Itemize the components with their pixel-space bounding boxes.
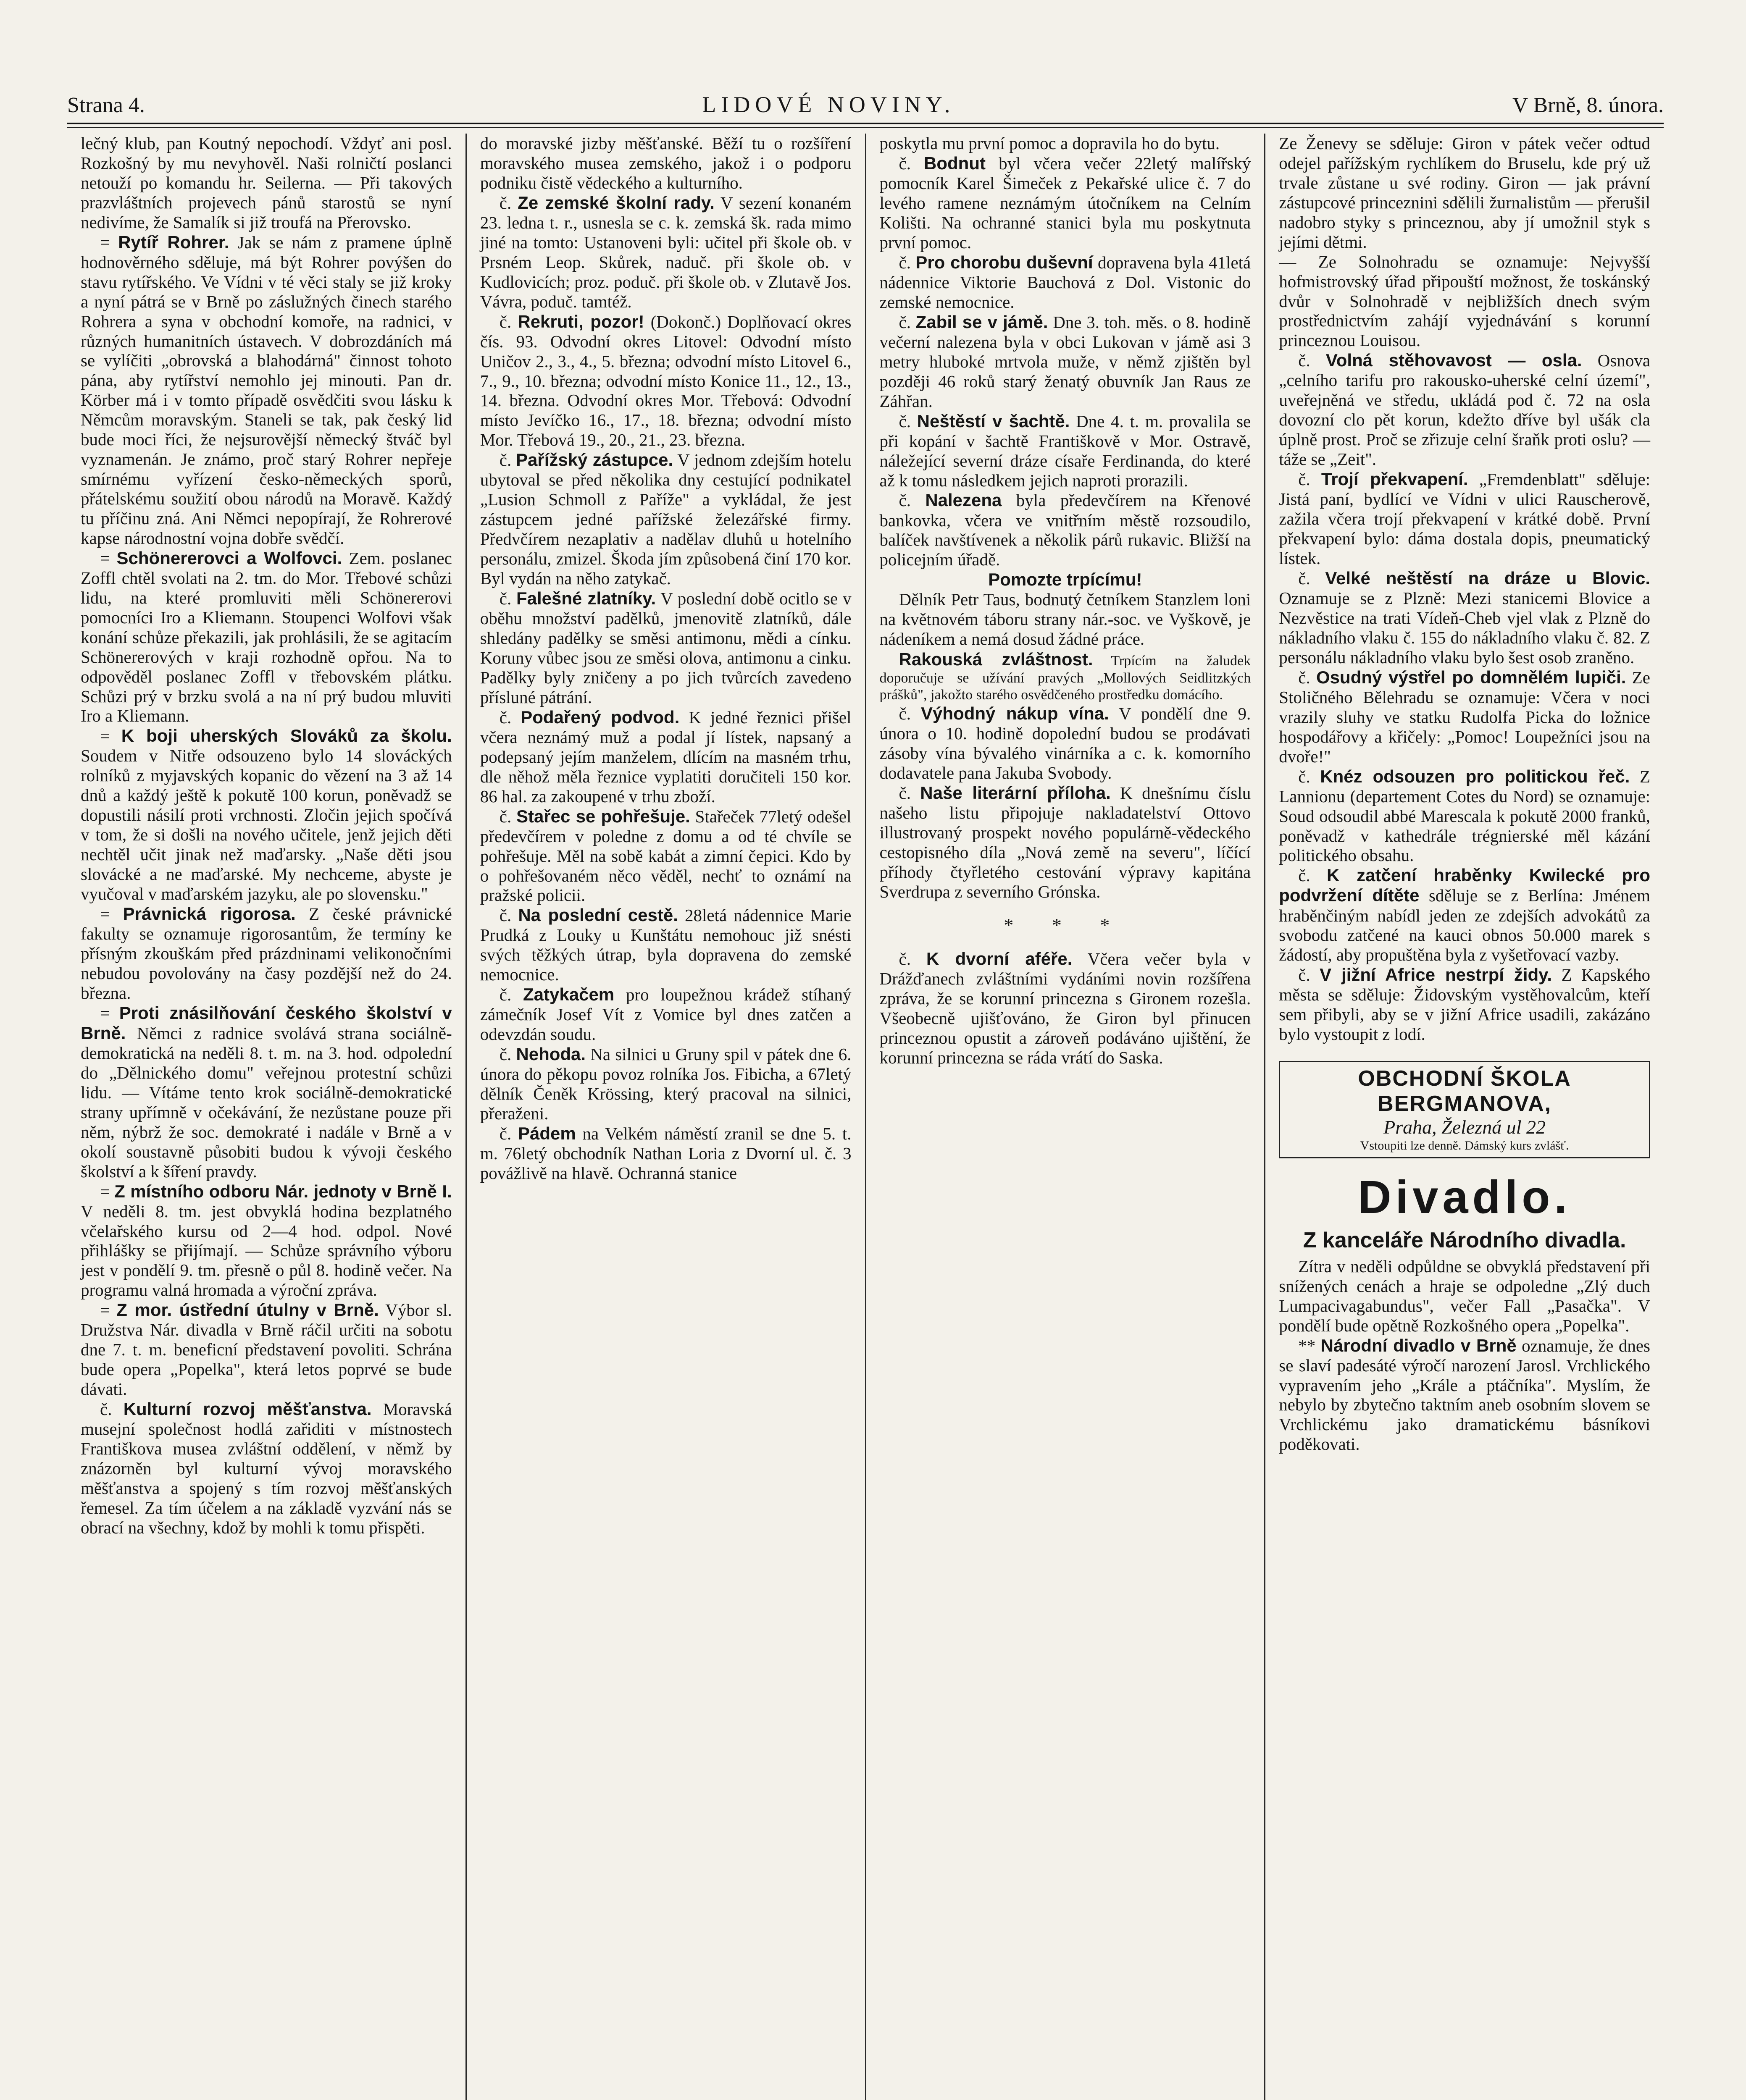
article-text: Oznamuje se z Plzně: Mezi stanicemi Blovice a Nezvěstice na trati Vídeň-Cheb vjel vlak z Plzně do nákladního vlaku č. 155 do nákladního vlaku č. 82. Z personálu nákladního vlaku bylo šest osob zraněno. xyxy=(1279,588,1650,667)
article-heading: Rytíř Rohrer. xyxy=(118,232,229,252)
article-text: oznamuje, že dnes se slaví padesáté výročí narození Jarosl. Vrchlického vypravením jeho „Krále a ptáčníka". Myslím, že nebylo by zbytečno taktním aneb osobním slovem se Vrchlickému jako dramatickému básníkovi poděkovati. xyxy=(1279,1336,1651,1454)
article: = Proti znásilňování českého školství v Brně. Němci z radnice svolává strana sociálně-demokratická na neděli 8. t. m. na 3. hod. odpolední do „Dělnického domu" veřejnou protestní schůzi lidu. — Vítáme tento krok sociálně-demokratické strany upřímně v očekávání, že nezůstane pouze při něm, nýbrž že soc. demokraté i nadále v Brně a v okolí soustavně působiti budou k vývoji českého školství a k šíření pravdy. xyxy=(81,1003,452,1181)
article-heading: Zabil se v jámě. xyxy=(915,312,1048,332)
article: = Rytíř Rohrer. Jak se nám z pramene úplně hodnověrného sděluje, má být Rohrer povýšen do stavu rytířského. Ve Vídni v té věci staly se již kroky a nyní pátrá se v Brně po záslužných činech starého Rohrera a syna v obchodní komoře, na radnici, v různých humanitních ústavech. V dobrozdáních má se vylíčiti „obrovská a blahodárná" činnost tohoto pána, aby rytířství nemohlo jej minouti. Pan dr. Körber má i v tomto případě osvědčiti svou lásku k Němcům moravským. Staneli se tak, pak český lid bude moci říci, že nejsurovější německý štváč byl vyznamenán. Je známo, proč starý Rohrer nepřeje smírnému vyřízení česko-německých sporů, přátelskému soužití obou národů na Moravě. Každý tu příčinu zná. Ani Němci nepopírají, že Rohrerové kapse národnostní vojna dobře svědčí. xyxy=(81,232,452,548)
masthead-rule-thin xyxy=(67,127,1664,128)
article-text: na Velkém náměstí zranil se dne 5. t. m. 76letý obchodník Nathan Loria z Dvorní ul. č. 3 povážlivě na hlavě. Ochranná stanice xyxy=(480,1124,852,1183)
article: č. Rekruti, pozor! (Dokonč.) Doplňovací okres čís. 93. Odvodní okres Litovel: Odvodní místo Uničov 2., 3., 4., 5. března; odvodní místo Litovel 6., 7., 9., 10. března; odvodní místo Konice 11., 12., 13., 14. března. Odvodní okres Mor. Třebová: Odvodní místo Jevíčko 16., 17., 18. března; odvodní místo Mor. Třebová 19., 20., 21., 23. března. xyxy=(480,311,852,450)
article: č. Naše literární příloha. K dnešnímu číslu našeho listu připojuje nakladatelství Ottovo illustrovaný prospekt nového populárně-vědeckého cestopisného díla „Nová země na severu", líčící příhody čtyřletého cestování výpravy kapitána Sverdrupa z severního Grónska. xyxy=(879,782,1251,901)
article-heading: Pomozte trpícímu! xyxy=(988,570,1142,590)
article: č. Trojí překvapení. „Fremdenblatt" sděluje: Jistá paní, bydlící ve Vídni v ulici Rauscherově, zažila včera trojí překvapení v krátké době. První překvapení bylo: dáma dostala dopis, pneumatický lístek. xyxy=(1279,469,1650,568)
theatre-section-title: Divadlo. xyxy=(1358,1171,1572,1223)
article: = Schönererovci a Wolfovci. Zem. poslanec Zoffl chtěl svolati na 2. tm. do Mor. Třebové schůzi lidu, na které promluviti měli Schönererovi pomocníci Iro a Kliemann. Stoupenci Wolfovi však konání schůze překazili, jak prohlásili, že se agitacím Schönererových v kraji rozhodně opřou. Na to odpověděl poslanec Zoffl v třebovském plátku. Schůzi prý v brzku svolá a na ní prý budou mluviti Iro a Kliemann. xyxy=(81,548,452,726)
article-text: 28letá nádennice Marie Prudká z Louky u Kunštátu nemohouc již snésti svých těžkých útrap, byla dopravena do zemské nemocnice. xyxy=(480,906,852,984)
article: č. Pařížský zástupce. V jednom zdejším hotelu ubytoval se před několika dny cestující podnikatel „Lusion Schmoll z Paříže" a vykládal, že jest zástupcem jedné pařížské železářské firmy. Předvčírem nezaplativ a nadělav dluhů u hotelního personálu, zmizel. Škoda jím způsobená činí 170 kor. Byl vydán na něho zatykač. xyxy=(480,450,852,588)
article-heading: K zatčení hraběnky Kwilecké pro podvržení dítěte xyxy=(1279,865,1650,906)
article: č. Výhodný nákup vína. V pondělí dne 9. února o 10. hodině dopolední budou se prodávati zásoby vína bývalého vinárníka a c. k. komorního dodavatele pana Jakuba Svobody. xyxy=(879,703,1251,782)
article: č. Stařec se pohřešuje. Stařeček 77letý odešel předevčírem v poledne z domu a od té chvíle se pohřešuje. Měl na sobě kabát a zimní čepici. Kdo by o pohřešovaném něco věděl, nechť to oznámí na pražské policii. xyxy=(480,806,852,905)
article: č. Pádem na Velkém náměstí zranil se dne 5. t. m. 76letý obchodník Nathan Loria z Dvorní ul. č. 3 povážlivě na hlavě. Ochranná stanice xyxy=(480,1124,852,1183)
article-text: V pondělí dne 9. února o 10. hodině dopolední budou se prodávati zásoby vína bývalého vinárníka a c. k. komorního dodavatele pana Jakuba Svobody. xyxy=(879,704,1251,782)
article-heading: Zatykačem xyxy=(523,984,615,1005)
ad-note: Vstoupiti lze denně. Dámský kurs zvlášť. xyxy=(1360,1138,1569,1152)
article-heading: Volná stěhovavost — osla. xyxy=(1325,350,1582,370)
advertisement xyxy=(880,649,1251,704)
article: = Z mor. ústřední útulny v Brně. Výbor sl. Družstva Nár. divadla v Brně ráčil určiti na sobotu dne 7. t. m. beneficní představení povoliti. Schrána bude opera „Popelka", která letos poprvé se bude dávati. xyxy=(81,1300,452,1399)
article: č. K dvorní aféře. Včera večer byla v Drážďanech zvláštními vydáními novin rozšířena zpráva, že se korunní princezna s Gironem rozešla. Všeobecně ujišťováno, že Giron byl přinucen princeznou opustit a zároveň podáváno ujištění, že korunní princezna se ráda vrátí do Saska. xyxy=(879,949,1251,1068)
article-heading: Velké neštěstí na dráze u Blovic. xyxy=(1325,568,1650,588)
article-text: Soudem v Nitře odsouzeno bylo 14 slováckých rolníků z myjavských kopanic do vězení na 3 až 14 dnů a každý ještě k pokutě 100 korun, poněvadž se dopustili násilí proti vrchnosti. Zločin jejich spočívá v tom, že si došli na nového učitele, jenž jejich děti nechtěl učit jinak než maďarsky. „Naše děti jsou slovácké a ne maďarské. My nechceme, abyste je vyučoval v maďarském jazyku, ale po slovensku." xyxy=(81,746,452,904)
article-heading: Nalezena xyxy=(925,490,1002,510)
article-heading: Národní divadlo v Brně xyxy=(1320,1335,1517,1355)
ad-address: Praha, Železná ul 22 xyxy=(1383,1116,1546,1138)
article: č. Falešné zlatníky. V poslední době ocitlo se v oběhu množství padělků, jmenovitě zlatníků, dále shledány padělky se směsi antimonu, mědi a cínku. Koruny vůbec jsou ze směsi olova, antimonu a cinku. Padělky byly zničeny a po jich tvůrcích zavedeno přísluné pátrání. xyxy=(480,588,852,707)
article: č. K zatčení hraběnky Kwilecké pro podvržení dítěte sděluje se z Berlína: Jménem hraběnčiným nabídl jeden ze zdejších advokátů za svobodu zatčené na kauci obnos 50.000 marek s žádostí, aby propuštěna byla z vyšetřovací vazby. xyxy=(1279,865,1650,965)
article-heading: Naše literární příloha. xyxy=(920,782,1111,803)
article-heading: Pařížský zástupce. xyxy=(516,450,673,470)
article: č. Nehoda. Na silnici u Gruny spil v pátek dne 6. února do pěkopu povoz rolníka Jos. Fibicha, a 67letý dělník Čeněk Krössing, který pracoval na silnici, přeraženi. xyxy=(480,1044,852,1124)
article-text: Z Kapského města se sděluje: Židovským vystěhovalcům, kteří sem přibyli, aby se v jižní Africe usadili, zakázáno bylo vystoupit z lodí. xyxy=(1279,965,1650,1044)
article-heading: Osudný výstřel po domnělém lupiči. xyxy=(1316,667,1626,687)
article-text: Včera večer byla v Drážďanech zvláštními vydáními novin rozšířena zpráva, že se korunní princezna s Gironem rozešla. Všeobecně ujišťováno, že Giron byl přinucen princeznou opustit a zároveň podáváno ujištění, že korunní princezna se ráda vrátí do Saska. xyxy=(879,949,1251,1068)
article-text: Zem. poslanec Zoffl chtěl svolati na 2. tm. do Mor. Třebové schůzi lidu, na které promluviti měli Schönererovi pomocníci Iro a Kliemann. Stoupenci Wolfovi však konání schůze překazili, jak prohlásili, že se agitacím Schönererových v kraji rozhodně opřou. Na to odpověděl poslanec Zoffl v třebovském plátku. Schůzi prý v brzku svolá a na ní prý budou mluviti Iro a Kliemann. xyxy=(81,548,452,726)
article: č. Volná stěhovavost — osla. Osnova „celního tarifu pro rakousko-uherské celní území", uveřejněná ve středu, ukládá pod č. 72 na osla dovozní clo pět korun, kdežto dříve byl ušák cla úplně prost. Proč se zřizuje celní šraňk proti oslu? — táže se „Zeit". xyxy=(1279,350,1651,469)
article: č. Kulturní rozvoj měšťanstva. Moravská musejní společnost hodlá zařiditi v místnostech Františkova musea zvláštní oddělení, v němž by znázorněn byl kulturní vývoj moravského měšťanstva a spojený s tím rozvoj měšťanských řemesel. Za tím účelem a na základě vyzvání nás se obrací na všechny, kdož by mohli k tomu přispěti. xyxy=(81,1399,452,1537)
columns xyxy=(67,134,1664,2100)
article-heading: Pádem xyxy=(518,1124,576,1144)
article-text: Moravská musejní společnost hodlá zařiditi v místnostech Františkova musea zvláštní oddělení, v němž by znázorněn byl kulturní vývoj moravského měšťanstva a spojený s tím rozvoj měšťanských řemesel. Za tím účelem a na základě vyzvání nás se obrací na všechny, kdož by mohli k tomu přispěti. xyxy=(81,1399,452,1537)
article-heading: Stařec se pohřešuje. xyxy=(516,806,690,826)
theatre-subheading: Z kanceláře Národního divadla. xyxy=(1303,1228,1626,1253)
article-heading: Ze zemské školní rady. xyxy=(518,192,715,213)
article-heading: Schönererovci a Wolfovci. xyxy=(116,548,342,568)
article-heading: Proti znásilňování českého školství v Brně. xyxy=(81,1003,452,1043)
article: č. V jižní Africe nestrpí židy. Z Kapského města se sděluje: Židovským vystěhovalcům, kteří sem přibyli, aby se v jižní Africe usadili, zakázáno bylo vystoupit z lodí. xyxy=(1279,965,1650,1044)
article-text: Ze Stoličného Bělehradu se oznamuje: Včera v noci vrazily sluhy ve statku Rudolfa Picka do ložnice hospodářovy a křičely: „Pomoc! Loupežníci jsou na dvoře!" xyxy=(1279,667,1650,766)
column-1 xyxy=(67,134,465,2100)
column-4 xyxy=(1264,134,1664,2100)
ad-title: OBCHODNÍ ŠKOLA BERGMANOVA, xyxy=(1358,1066,1571,1116)
article-text: Dělník Petr Taus, bodnutý četníkem Stanzlem loni na květnovém táboru strany nár.-soc. ve Vyškově, je nádeníkem a nemá dosud žádné práce. xyxy=(879,590,1251,649)
article-heading: Kulturní rozvoj měšťanstva. xyxy=(123,1399,372,1419)
article: č. Zatykačem pro loupežnou krádež stíhaný zámečník Josef Vít z Vomice byl dnes zatčen a odevzdán soudu. xyxy=(480,984,852,1044)
masthead-rule xyxy=(67,123,1664,124)
newspaper-page xyxy=(67,84,1664,2100)
article-heading: Knéz odsouzen pro politickou řeč. xyxy=(1320,766,1630,786)
article-text: Trpícím na žaludek doporučuje se užívání pravých „Mollových Seidlitzkých prášků", jakožto starého osvědčeného prostředku domácího. xyxy=(879,653,1251,703)
article-text: V sezení konaném 23. ledna t. r., usnesla se c. k. zemská šk. rada mimo jiné na tomto: Ustanoveni byli: učitel při škole ob. v Prsném Leop. Skůrek, naduč. při škole ob. v Kudlovicích; proz. poduč. při škole ob. v Zlutavě Jos. Vávra, poduč. tamtéž. xyxy=(480,193,852,311)
article-text: (Dokonč.) Doplňovací okres čís. 93. Odvodní okres Litovel: Odvodní místo Uničov 2., 3., 4., 5. března; odvodní místo Litovel 6., 7., 9., 10. března; odvodní místo Konice 11., 12., 13., 14. března. Odvodní okres Mor. Třebová: Odvodní místo Jevíčko 16., 17., 18. března; odvodní místo Mor. Třebová 19., 20., 21., 23. března. xyxy=(480,312,852,450)
article-heading: Nehoda. xyxy=(516,1044,586,1064)
article: č. Knéz odsouzen pro politickou řeč. Z Lannionu (departement Cotes du Nord) se oznamuje: Soud odsoudil abbé Marescala k pokutě 2000 franků, poněvadž v kathedrále trégnierské měl kázání politického obsahu. xyxy=(1279,766,1651,865)
article-text: Němci z radnice svolává strana sociálně-demokratická na neděli 8. t. m. na 3. hod. odpolední do „Dělnického domu" veřejnou protestní schůzi lidu. — Vítáme tento krok sociálně-demokratické strany upřímně v očekávání, že nezůstane pouze při něm, nýbrž že soc. demokraté i nadále v Brně a v okolí soustavně působiti budou k vývoji českého školství a k šíření pravdy. xyxy=(81,1023,452,1181)
article-heading: Výhodný nákup vína. xyxy=(921,703,1109,723)
article-heading: Rekruti, pozor! xyxy=(518,311,644,331)
article-text: Dne 4. t. m. provalila se při kopání v šachtě Františkově v Mor. Ostravě, náležející severní dráze císaře Ferdinanda, do které až k tomu následkem jejich naproti prorazili. xyxy=(879,411,1251,490)
article: č. Nalezena byla předevčírem na Křenové bankovka, včera ve vnitřním městě rozsoudilo, balíček navštívenek a několik párů rukavic. Bližší na policejním úřadě. xyxy=(879,490,1251,570)
article-heading: Z mor. ústřední útulny v Brně. xyxy=(116,1300,379,1320)
article: č. Podařený podvod. K jedné řeznici přišel včera neznámý muž a podal jí lístek, napsaný a podepsaný jejím manželem, dlícím na masném trhu, dle něhož měla řeznice vyplatiti doručiteli 150 kor. 86 hal. za zakoupené v trhu zboží. xyxy=(480,707,852,806)
article-text: byla předevčírem na Křenové bankovka, včera ve vnitřním městě rozsoudilo, balíček navštívenek a několik párů rukavic. Bližší na policejním úřadě. xyxy=(879,491,1251,570)
article-text: Osnova „celního tarifu pro rakousko-uherské celní území", uveřejněná ve středu, ukládá pod č. 72 na osla dovozní clo pět korun, kdežto dříve byl ušák cla úplně prost. Proč se zřizuje celní šraňk proti oslu? — táže se „Zeit". xyxy=(1279,351,1651,469)
article: č. Zabil se v jámě. Dne 3. toh. měs. o 8. hodině večerní nalezena byla v obci Lukovan v jámě asi 3 metry hluboké mrtvola muže, v němž zjištěn byl později 46 roků starý ženatý obuvník Jan Raus ze Záhřan. xyxy=(879,312,1251,411)
article-heading: Bodnut xyxy=(924,153,986,173)
masthead xyxy=(67,84,1664,118)
column-3 xyxy=(865,134,1265,2100)
article-text: dopravena byla 41letá nádennice Viktorie Bauchová z Dol. Vistonic do zemské nemocnice. xyxy=(879,252,1251,312)
article-text: Stařeček 77letý odešel předevčírem v poledne z domu a od té chvíle se pohřešuje. Měl na sobě kabát a zimní čepici. Kdo by o pohřešovaném něco věděl, nechť to oznámí na pražské policii. xyxy=(480,806,852,905)
article-text: Jak se nám z pramene úplně hodnověrného sděluje, má být Rohrer povýšen do stavu rytířského. Ve Vídni v té věci staly se již kroky a nyní pátrá se v Brně po záslužných činech starého Rohrera a syna v obchodní komoře, na radnici, v různých humanitních ústavech. V dobrozdáních má se vylíčiti „obrovská a blahodárná" činnost tohoto pána, aby rytířství nemohlo jej minouti. Pan dr. Körber má i v tomto případě osvědčiti svou lásku k Němcům moravským. Staneli se tak, pak český lid bude moci říci, že nejsurovější německý štváč byl vyznamenán. Je známo, proč starý Rohrer nepřeje smírnému vyřízení česko-německých sporů, přátelskému soužití obou národů na Moravě. Každý tu příčinu zná. Ani Němci nepopírají, že Rohrerové kapse národnostní vojna dobře svědčí. xyxy=(81,232,452,548)
article-heading: Trojí překvapení. xyxy=(1321,469,1468,489)
article-text: Zítra v neděli odpůldne se obvyklá představení při snížených cenách a hraje se odpoledne „Zlý duch Lumpacivagabundus", večer Fall „Pasačka". V pondělí bude opětně Rozkošného opera „Popelka". xyxy=(1279,1256,1650,1335)
article: č. Bodnut byl včera večer 22letý malířský pomocník Karel Šimeček z Pekařské ulice č. 7 do levého ramene neznámým útočníkem na Celním Kolišti. Na ochranné stanici byla mu poskytnuta první pomoc. xyxy=(879,153,1251,252)
article-heading: K dvorní aféře. xyxy=(926,949,1073,969)
article-text: — Ze Solnohradu se oznamuje: Nejvyšší hofmistrovský úřad připouští možnost, že toskánský dvůr v Solnohradě v nejbližších dnech svým prostřednictvím zahájí vyjednávání s korunní princeznou Louisou. xyxy=(1279,252,1650,350)
article: = K boji uherských Slováků za školu. Soudem v Nitře odsouzeno bylo 14 slováckých rolníků z myjavských kopanic do vězení na 3 až 14 dnů a každý ještě k pokutě 100 korun, poněvadž se dopustili násilí proti vrchnosti. Zločin jejich spočívá v tom, že si došli na nového učitele, jenž jejich děti nechtěl učit jinak než maďarsky. „Naše děti jsou slovácké a ne maďarské. My nechceme, abyste je vyučoval v maďarském jazyku, ale po slovensku." xyxy=(81,726,452,904)
article-heading: Z místního odboru Nár. jednoty v Brně I. xyxy=(114,1181,452,1201)
article-text: K jedné řeznici přišel včera neznámý muž a podal jí lístek, napsaný a podepsaný jejím manželem, dlícím na masném trhu, dle něhož měla řeznice vyplatiti doručiteli 150 kor. 86 hal. za zakoupené v trhu zboží. xyxy=(480,707,852,806)
article-text: Dne 3. toh. měs. o 8. hodině večerní nalezena byla v obci Lukovan v jámě asi 3 metry hluboké mrtvola muže, v němž zjištěn byl později 46 roků starý ženatý obuvník Jan Raus ze Záhřan. xyxy=(879,312,1251,411)
article-text: Výbor sl. Družstva Nár. divadla v Brně ráčil určiti na sobotu dne 7. t. m. beneficní představení povoliti. Schrána bude opera „Popelka", která letos poprvé se bude dávati. xyxy=(81,1300,452,1399)
article: = Právnická rigorosa. Z české právnické fakulty se oznamuje rigorosantům, že termíny ke přísným zkouškám před prázdninami velikonočními nebudou povolovány na časy pozdější než do 24. března. xyxy=(81,903,452,1003)
article-heading: Podařený podvod. xyxy=(521,707,680,727)
article: č. Pro chorobu duševní dopravena byla 41letá nádennice Viktorie Bauchová z Dol. Vistonic do zemské nemocnice. xyxy=(879,252,1251,312)
article-heading: K boji uherských Slováků za školu. xyxy=(121,726,452,746)
page-number: Strana 4. xyxy=(67,93,145,117)
article-text: poskytla mu první pomoc a dopravila ho do bytu. xyxy=(879,134,1220,153)
article-text: Z české právnické fakulty se oznamuje rigorosantům, že termíny ke přísným zkouškám před prázdninami velikonočními nebudou povolovány na časy pozdější než do 24. března. xyxy=(81,904,452,1003)
article-text: K dnešnímu číslu našeho listu připojuje nakladatelství Ottovo illustrovaný prospekt nového populárně-vědeckého cestopisného díla „Nová země na severu", líčící příhody čtyřletého cestování výpravy kapitána Sverdrupa z severního Grónska. xyxy=(879,783,1251,901)
article-text: V neděli 8. tm. jest obvyklá hodina bezplatného včelařského kursu od 2—4 hod. odpol. Nové přihlášky se přijímají. — Schůze správního výboru jest v pondělí 9. tm. přesně o půl 8. hodině večer. Na programu valná hromada a výroční zpráva. xyxy=(81,1201,452,1300)
article-text: lečný klub, pan Koutný nepochodí. Vždyť ani posl. Rozkošný by mu nevyhověl. Naši rolničtí poslanci netouží po komandu hr. Seilerna. — Při takových prazvláštních projevech pánů starostů se nyní nedivíme, že Samalík si již troufá na Přerovsko. xyxy=(81,134,452,232)
article-text: byl včera večer 22letý malířský pomocník Karel Šimeček z Pekařské ulice č. 7 do levého ramene neznámým útočníkem na Celním Kolišti. Na ochranné stanici byla mu poskytnuta první pomoc. xyxy=(879,153,1251,252)
section-divider: * * * xyxy=(1004,914,1127,936)
article: č. Neštěstí v šachtě. Dne 4. t. m. provalila se při kopání v šachtě Františkově v Mor. Ostravě, náležející severní dráze císaře Ferdinanda, do které až k tomu následkem jejich naproti prorazili. xyxy=(879,411,1251,490)
article-text: V jednom zdejším hotelu ubytoval se před několika dny cestující podnikatel „Lusion Schmoll z Paříže" a vykládal, že jest zástupcem jedné pařížské železářské firmy. Předvčírem nezaplativ a nadělav dluhů u hotelního personálu, zmizel. Škoda jím způsobená činí 170 kor. Byl vydán na něho zatykač. xyxy=(480,450,852,588)
newspaper-title: LIDOVÉ NOVINY. xyxy=(702,92,955,117)
column-2 xyxy=(465,134,865,2100)
article-heading-centered xyxy=(880,570,1251,590)
article: č. Osudný výstřel po domnělém lupiči. Ze Stoličného Bělehradu se oznamuje: Včera v noci vrazily sluhy ve statku Rudolfa Picka do ložnice hospodářovy a křičely: „Pomoc! Loupežníci jsou na dvoře!" xyxy=(1279,667,1650,766)
article-heading: Rakouská zvláštnost. xyxy=(899,649,1093,669)
article-text: sděluje se z Berlína: Jménem hraběnčiným nabídl jeden ze zdejších advokátů za svobodu zatčené na kauci obnos 50.000 marek s žádostí, aby propuštěna byla z vyšetřovací vazby. xyxy=(1279,886,1650,965)
article-heading: Falešné zlatníky. xyxy=(516,588,656,608)
article: = Z místního odboru Nár. jednoty v Brně I. V neděli 8. tm. jest obvyklá hodina bezplatného včelařského kursu od 2—4 hod. odpol. Nové přihlášky se přijímají. — Schůze správního výboru jest v pondělí 9. tm. přesně o půl 8. hodině večer. Na programu valná hromada a výroční zpráva. xyxy=(81,1181,452,1300)
article: č. Ze zemské školní rady. V sezení konaném 23. ledna t. r., usnesla se c. k. zemská šk. rada mimo jiné na tomto: Ustanoveni byli: učitel při škole ob. v Prsném Leop. Skůrek, naduč. při škole ob. v Kudlovicích; proz. poduč. při škole ob. v Zlutavě Jos. Vávra, poduč. tamtéž. xyxy=(480,192,852,311)
article: č. Velké neštěstí na dráze u Blovic. Oznamuje se z Plzně: Mezi stanicemi Blovice a Nezvěstice na trati Vídeň-Cheb vjel vlak z Plzně do nákladního vlaku č. 155 do nákladního vlaku č. 82. Z personálu nákladního vlaku bylo šest osob zraněno. xyxy=(1279,568,1650,667)
article-heading: V jižní Africe nestrpí židy. xyxy=(1320,965,1552,985)
article-text: „Fremdenblatt" sděluje: Jistá paní, bydlící ve Vídni v ulici Rauscherově, zažila včera trojí překvapení v krátké době. První překvapení bylo: dáma dostala dopis, pneumatický lístek. xyxy=(1279,470,1650,568)
article-text: V poslední době ocitlo se v oběhu množství padělků, jmenovitě zlatníků, dále shledány padělky se směsi antimonu, mědi a cínku. Koruny vůbec jsou ze směsi olova, antimonu a cinku. Padělky byly zničeny a po jich tvůrcích zavedeno přísluné pátrání. xyxy=(480,588,852,707)
article-heading: Neštěstí v šachtě. xyxy=(917,411,1070,431)
article-heading: Na poslední cestě. xyxy=(518,905,678,925)
article-text: Ze Ženevy se sděluje: Giron v pátek večer odtud odejel pařížským rychlíkem do Bruselu, kde prý už trvale zůstane u své rodiny. Giron — jak právní zástupcové princeznini sdělili žurnalistům — přerušil nadobro styky s princeznou, aby jí umožnil styk s jejími dětmi. xyxy=(1279,134,1650,252)
article-text: pro loupežnou krádež stíhaný zámečník Josef Vít z Vomice byl dnes zatčen a odevzdán soudu. xyxy=(480,985,852,1044)
article-text: Na silnici u Gruny spil v pátek dne 6. února do pěkopu povoz rolníka Jos. Fibicha, a 67letý dělník Čeněk Krössing, který pracoval na silnici, přeraženi. xyxy=(480,1045,852,1124)
article-text: Z Lannionu (departement Cotes du Nord) se oznamuje: Soud odsoudil abbé Marescala k pokutě 2000 franků, poněvadž v kathedrále trégnierské měl kázání politického obsahu. xyxy=(1279,766,1651,865)
issue-date: V Brně, 8. února. xyxy=(1512,93,1664,117)
article: ** Národní divadlo v Brně oznamuje, že dnes se slaví padesáté výročí narození Jarosl. Vrchlického vypravením jeho „Krále a ptáčníka". Myslím, že nebylo by zbytečno taktním aneb osobním slovem se Vrchlickému jako dramatickému básníkovi poděkovati. xyxy=(1279,1335,1651,1454)
article-text: do moravské jizby měšťanské. Běží tu o rozšíření moravského musea zemského, jakož i o podporu podniku čistě vědeckého a kulturního. xyxy=(480,134,852,192)
school-advertisement xyxy=(1279,1061,1650,1158)
article: č. Na poslední cestě. 28letá nádennice Marie Prudká z Louky u Kunštátu nemohouc již snésti svých těžkých útrap, byla dopravena do zemské nemocnice. xyxy=(480,905,852,984)
article-heading: Pro chorobu duševní xyxy=(915,252,1093,272)
article-heading: Právnická rigorosa. xyxy=(123,903,296,924)
